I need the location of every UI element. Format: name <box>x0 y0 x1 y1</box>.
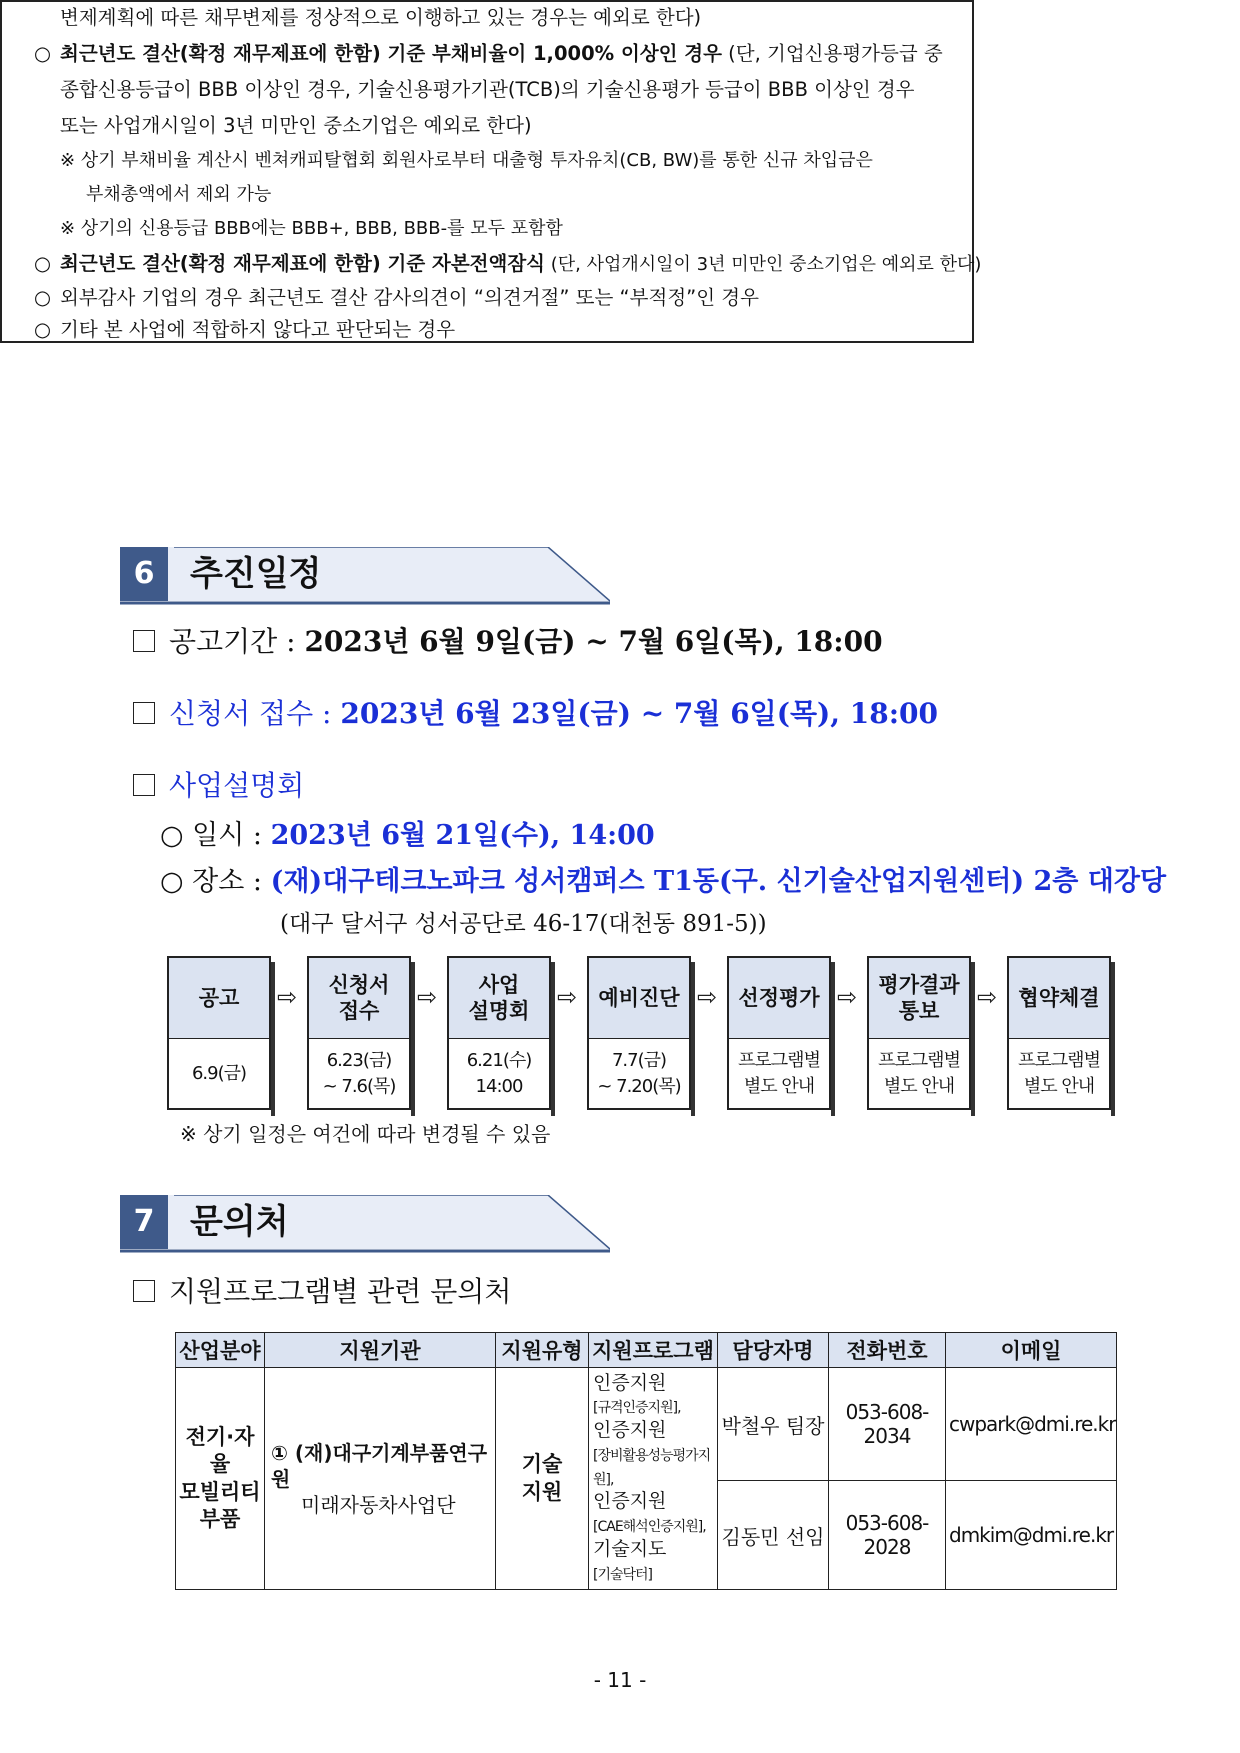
flow-step <box>307 956 411 1110</box>
program-name: 기술지도 <box>593 1537 667 1560</box>
section-number: 7 <box>120 1195 168 1249</box>
date-label: ○ 일시 : <box>160 820 271 851</box>
bullet: ○ <box>34 286 52 309</box>
exclusion-item-bold: 최근년도 결산(확정 재무제표에 한함) 기준 자본전액잠식 <box>60 252 546 275</box>
flow-step <box>727 956 831 1110</box>
date-value: 2023년 6월 21일(수), 14:00 <box>270 820 655 851</box>
program-name: 인증지원 <box>593 1490 667 1513</box>
program-cell <box>589 1368 718 1590</box>
flow-step <box>1007 956 1111 1110</box>
header-cell: 지원유형 <box>496 1333 589 1368</box>
contact-name-cell: 박철우 팀장 <box>718 1368 829 1481</box>
flow-step-title: 공고 <box>169 958 269 1039</box>
section-title: 문의처 <box>190 1202 289 1242</box>
checkbox-square-icon <box>133 774 155 796</box>
checkbox-square-icon <box>133 1280 155 1302</box>
flow-arrow-icon: ⇨ <box>417 983 438 1011</box>
flow-step-date: 프로그램별 별도 안내 <box>1018 1049 1100 1097</box>
flow-step-title: 평가결과 통보 <box>869 958 969 1039</box>
program-detail: [장비활용성능평가지원], <box>593 1447 711 1488</box>
notice-period-value: 2023년 6월 9일(금) ~ 7월 6일(목), 18:00 <box>304 625 883 658</box>
flow-step-title: 사업 설명회 <box>449 958 549 1039</box>
contact-table <box>175 1332 1117 1590</box>
notice-period-label: 공고기간 : <box>169 625 305 658</box>
flow-step-date: 6.9(금) <box>191 1062 247 1084</box>
program-name: 인증지원 <box>593 1419 667 1442</box>
flow-step <box>867 956 971 1110</box>
exclusion-item-line: 또는 사업개시일이 3년 미만인 중소기업은 예외로 한다) <box>60 114 532 137</box>
header-cell: 이메일 <box>946 1333 1117 1368</box>
page-number: - 11 - <box>593 1668 647 1692</box>
flow-step <box>167 956 271 1110</box>
exclusion-item-text: 기타 본 사업에 적합하지 않다고 판단되는 경우 <box>60 318 456 341</box>
exclusion-item-debt-ratio <box>34 44 943 64</box>
exclusion-item-text: 외부감사 기업의 경우 최근년도 결산 감사의견이 “의견거절” 또는 “부적정”인 경우 <box>60 286 759 309</box>
flow-arrow-icon: ⇨ <box>557 983 578 1011</box>
exclusion-item-rest: (단, 기업신용평가등급 중 <box>721 42 943 65</box>
notice-period <box>133 625 883 658</box>
flow-arrow-icon: ⇨ <box>977 983 998 1011</box>
note-line: 부채총액에서 제외 가능 <box>86 184 272 205</box>
exclusion-item-audit <box>34 288 759 308</box>
support-type-cell: 기술 지원 <box>496 1368 589 1590</box>
flow-arrow-icon: ⇨ <box>697 983 718 1011</box>
program-name: 인증지원 <box>593 1371 667 1394</box>
industry-field-cell: 전기·자율 모빌리티 부품 <box>176 1368 265 1590</box>
organization-cell <box>265 1368 496 1590</box>
flow-step-date: 6.23(금) ~ 7.6(목) <box>322 1049 396 1097</box>
note-line: ※ 상기의 신용등급 BBB에는 BBB+, BBB, BBB-를 모두 포함함 <box>60 218 563 239</box>
exclusion-item-other <box>34 320 455 340</box>
flow-step-date: 프로그램별 별도 안내 <box>738 1049 820 1097</box>
table-header-row <box>176 1333 1117 1368</box>
section-title: 추진일정 <box>190 554 322 594</box>
contact-name-cell: 김동민 선임 <box>718 1481 829 1590</box>
bullet: ○ <box>34 252 52 275</box>
briefing-place <box>160 868 1166 895</box>
program-detail: [기술닥터] <box>593 1566 653 1583</box>
header-cell: 산업분야 <box>176 1333 265 1368</box>
header-cell: 지원프로그램 <box>589 1333 718 1368</box>
place-value: (재)대구테크노파크 성서캠퍼스 T1동(구. 신기술산업지원센터) 2층 대강당 <box>270 866 1167 897</box>
exclusion-item-line: 종합신용등급이 BBB 이상인 경우, 기술신용평가기관(TCB)의 기술신용평가 등급이 BBB 이상인 경우 <box>60 78 915 101</box>
bullet: ○ <box>34 318 52 341</box>
flow-arrow-icon: ⇨ <box>837 983 858 1011</box>
flow-step <box>447 956 551 1110</box>
contact-phone-cell: 053-608-2028 <box>829 1481 946 1590</box>
flow-arrow-icon: ⇨ <box>277 983 298 1011</box>
contact-phone-cell: 053-608-2034 <box>829 1368 946 1481</box>
program-detail: [규격인증지원], <box>593 1400 681 1417</box>
note-line: ※ 상기 부채비율 계산시 벤쳐캐피탈협회 회원사로부터 대출형 투자유치(CB, BW)를 통한 신규 차입금은 <box>60 150 873 171</box>
briefing-address: (대구 달서구 성서공단로 46-17(대천동 891-5)) <box>280 911 767 937</box>
organization-name: ① (재)대구기계부품연구원 <box>271 1440 488 1491</box>
flow-step-title: 신청서 접수 <box>309 958 409 1039</box>
checkbox-square-icon <box>133 630 155 652</box>
place-label: ○ 장소 : <box>160 866 271 897</box>
flow-step-date: 7.7(금) ~ 7.20(목) <box>597 1049 681 1097</box>
flow-step-title: 예비진단 <box>589 958 689 1039</box>
contact-email-cell[interactable]: cwpark@dmi.re.kr <box>946 1368 1117 1481</box>
program-detail: [CAE해석인증지원], <box>593 1519 706 1536</box>
application-label: 신청서 접수 : <box>169 697 341 730</box>
flow-step-title: 선정평가 <box>729 958 829 1039</box>
organization-division: 미래자동차사업단 <box>301 1492 456 1517</box>
exclusion-item-capital <box>34 254 981 274</box>
briefing-date <box>160 822 655 849</box>
flow-step-date: 프로그램별 별도 안내 <box>878 1049 960 1097</box>
exclusion-criteria-box <box>0 0 982 343</box>
header-cell: 지원기관 <box>265 1333 496 1368</box>
exclusion-item-rest: (단, 사업개시일이 3년 미만인 중소기업은 예외로 한다) <box>545 254 982 275</box>
section-6-header <box>120 547 610 607</box>
section-number: 6 <box>120 547 168 601</box>
application-value: 2023년 6월 23일(금) ~ 7월 6일(목), 18:00 <box>340 697 939 730</box>
flow-step <box>587 956 691 1110</box>
briefing-heading <box>133 769 305 802</box>
contact-subtitle-text: 지원프로그램별 관련 문의처 <box>169 1275 512 1308</box>
header-cell: 담당자명 <box>718 1333 829 1368</box>
contact-subtitle <box>133 1275 512 1308</box>
contact-email-cell[interactable]: dmkim@dmi.re.kr <box>946 1481 1117 1590</box>
section-7-header <box>120 1195 610 1255</box>
bullet: ○ <box>34 42 52 65</box>
exclusion-item-bold: 최근년도 결산(확정 재무제표에 한함) 기준 부채비율이 1,000% 이상인 경우 <box>60 42 722 65</box>
schedule-note: ※ 상기 일정은 여건에 따라 변경될 수 있음 <box>180 1122 551 1146</box>
continued-text: 변제계획에 따른 채무변제를 정상적으로 이행하고 있는 경우는 예외로 한다) <box>60 6 702 29</box>
header-cell: 전화번호 <box>829 1333 946 1368</box>
briefing-label: 사업설명회 <box>169 769 305 802</box>
checkbox-square-icon <box>133 702 155 724</box>
flow-step-date: 6.21(수) 14:00 <box>466 1049 532 1097</box>
table-row <box>176 1368 1117 1481</box>
application-period <box>133 697 939 730</box>
flow-step-title: 협약체결 <box>1009 958 1109 1039</box>
